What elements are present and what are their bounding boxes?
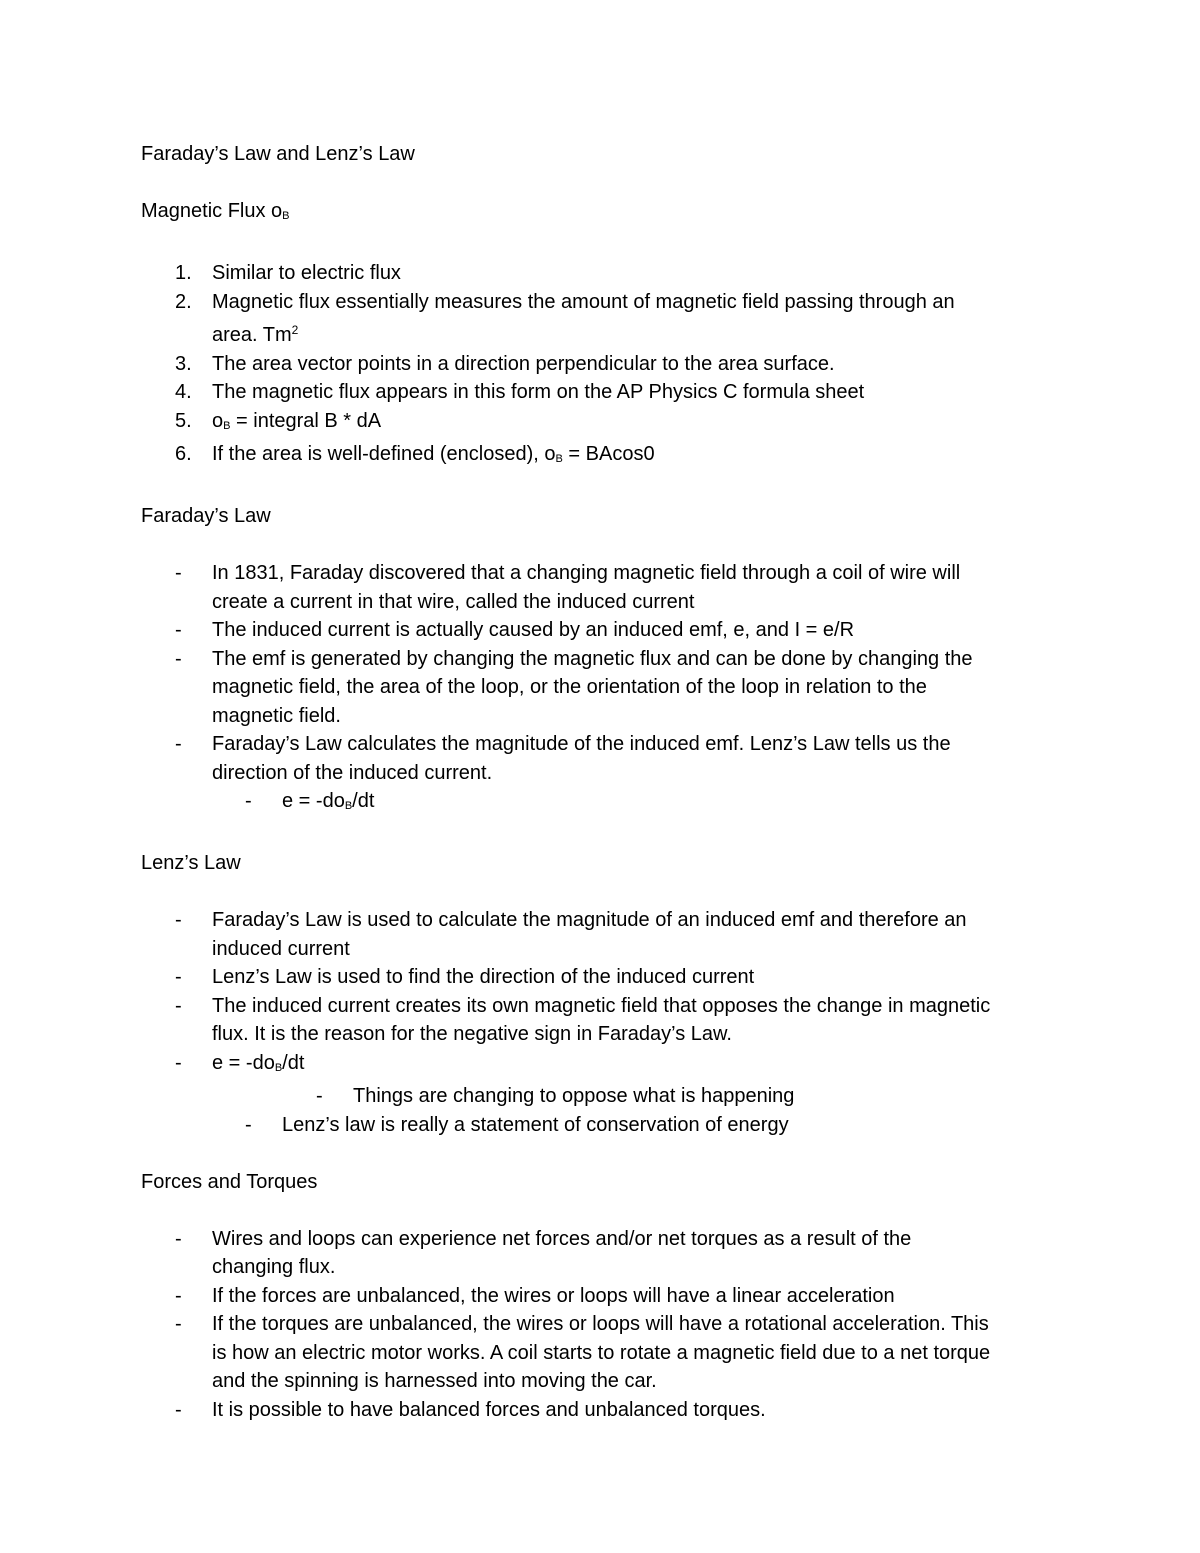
formula-text: e = -do [282, 790, 345, 812]
formula-text-rest: /dt [282, 1051, 305, 1074]
formula-subscript: B [223, 419, 231, 432]
flux-list-item [141, 259, 1061, 288]
bullet-dash: - [175, 994, 182, 1017]
lenz-bullet-item [141, 992, 1061, 1049]
bullet-text-line: Faraday’s Law is used to calculate the magnitude of an induced emf and therefore an [212, 909, 967, 931]
bullet-dash: - [175, 1051, 182, 1074]
bullet-text-line: Wires and loops can experience net forces and/or net torques as a result of the [212, 1227, 912, 1250]
bullet-text-line: magnetic field. [212, 704, 341, 727]
bullet-text-line: If the torques are unbalanced, the wires or loops will have a rotational acceleration. This [212, 1313, 989, 1335]
bullet-text-line: and the spinning is harnessed into moving the car. [212, 1370, 657, 1392]
list-number: 1. [175, 262, 192, 284]
lenzs-law-heading: Lenz’s Law [141, 852, 241, 874]
list-item-text: Similar to electric flux [212, 262, 401, 284]
bullet-dash: - [316, 1085, 323, 1107]
bullet-text-line: direction of the induced current. [212, 761, 493, 784]
formula-text-rest: = integral B * dA [230, 409, 382, 432]
bullet-text-line: is how an electric motor works. A coil starts to rotate a magnetic field due to a net torque [212, 1341, 991, 1364]
bullet-text-line: magnetic field, the area of the loop, or the orientation of the loop in relation to the [212, 676, 927, 698]
lenz-formula [212, 1049, 1061, 1083]
forces-bullet-item [141, 1225, 1061, 1282]
bullet-text-line: The induced current creates its own magnetic field that opposes the change in magnetic [212, 994, 991, 1017]
flux-list-item [141, 407, 1061, 441]
bullet-dash: - [175, 733, 182, 755]
page-title: Faraday’s Law and Lenz’s Law [141, 143, 415, 165]
bullet-text-line: Lenz’s law is really a statement of conservation of energy [282, 1113, 789, 1136]
bullet-text-line: Things are changing to oppose what is happening [353, 1085, 795, 1107]
bullet-text-line: In 1831, Faraday discovered that a changing magnetic field through a coil of wire will [212, 562, 961, 584]
formula-subscript: B [274, 1061, 283, 1074]
formula-subscript: B [344, 800, 353, 812]
forces-bullet-item [141, 1310, 1061, 1396]
list-number: 6. [175, 443, 192, 465]
faraday-formula-item [141, 787, 1061, 821]
bullet-text-line: Lenz’s Law is used to find the direction of the induced current [212, 966, 755, 988]
forces-bullet-item [141, 1396, 1061, 1425]
magnetic-flux-heading-text: Magnetic Flux o [141, 200, 283, 222]
list-item-formula [212, 407, 1061, 441]
bullet-text-line: The induced current is actually caused by an induced emf, e, and I = e/R [212, 619, 855, 641]
list-item-formula [212, 440, 1061, 474]
formula-text: e = -do [212, 1051, 275, 1074]
list-number: 4. [175, 381, 192, 403]
bullet-dash: - [175, 619, 182, 641]
bullet-dash: - [245, 1113, 252, 1136]
faraday-bullet-item [141, 645, 1061, 731]
list-item-continuation [212, 316, 1061, 350]
forces-bullet-item [141, 1282, 1061, 1311]
bullet-dash: - [175, 1227, 182, 1250]
formula-text-rest: /dt [352, 790, 375, 812]
list-item-continuation-text: area. Tm [212, 324, 292, 346]
formula-subscript: B [555, 453, 563, 465]
faradays-law-heading: Faraday’s Law [141, 505, 271, 527]
list-item-text: Magnetic flux essentially measures the amount of magnetic field passing through an [212, 290, 955, 313]
lenz-deep-note-item [141, 1082, 1061, 1111]
bullet-dash: - [175, 1398, 182, 1421]
flux-list-item [141, 440, 1061, 474]
faraday-bullet-item [141, 559, 1061, 616]
faraday-formula [282, 787, 1061, 821]
bullet-text-line: It is possible to have balanced forces and unbalanced torques. [212, 1398, 766, 1421]
bullet-text-line: induced current [212, 937, 350, 960]
formula-text-rest: = BAcos0 [562, 443, 655, 465]
flux-list-item [141, 288, 1061, 350]
bullet-dash: - [175, 562, 182, 584]
bullet-dash: - [175, 909, 182, 931]
bullet-text-line: The emf is generated by changing the magnetic flux and can be done by changing the [212, 647, 973, 670]
bullet-dash: - [175, 1284, 182, 1307]
lenz-formula-item [141, 1049, 1061, 1083]
forces-torques-heading: Forces and Torques [141, 1170, 318, 1193]
flux-list-item [141, 378, 1061, 407]
bullet-text-line: create a current in that wire, called the induced current [212, 590, 695, 613]
bullet-dash: - [175, 1313, 182, 1335]
bullet-text-line: flux. It is the reason for the negative sign in Faraday’s Law. [212, 1023, 732, 1045]
list-number: 2. [175, 290, 192, 313]
lenz-sub-note-item [141, 1111, 1061, 1140]
document-page [141, 140, 1061, 1424]
magnetic-flux-heading [141, 197, 1061, 231]
formula-text: If the area is well-defined (enclosed), o [212, 443, 556, 465]
lenz-bullet-item [141, 963, 1061, 992]
superscript: 2 [291, 323, 299, 337]
bullet-dash: - [175, 966, 182, 988]
list-item-text: The area vector points in a direction perpendicular to the area surface. [212, 352, 835, 375]
bullet-text-line: changing flux. [212, 1256, 336, 1278]
formula-text: o [212, 409, 224, 432]
bullet-dash: - [175, 647, 182, 670]
list-number: 5. [175, 409, 192, 432]
list-number: 3. [175, 352, 192, 375]
magnetic-flux-heading-subscript: B [282, 210, 290, 222]
list-item-text: The magnetic flux appears in this form on the AP Physics C formula sheet [212, 381, 865, 403]
bullet-dash: - [245, 790, 252, 812]
bullet-text-line: Faraday’s Law calculates the magnitude of the induced emf. Lenz’s Law tells us the [212, 733, 951, 755]
bullet-text-line: If the forces are unbalanced, the wires or loops will have a linear acceleration [212, 1284, 895, 1307]
flux-list-item [141, 350, 1061, 379]
lenz-bullet-item [141, 906, 1061, 963]
faraday-bullet-item [141, 616, 1061, 645]
faraday-bullet-item [141, 730, 1061, 787]
